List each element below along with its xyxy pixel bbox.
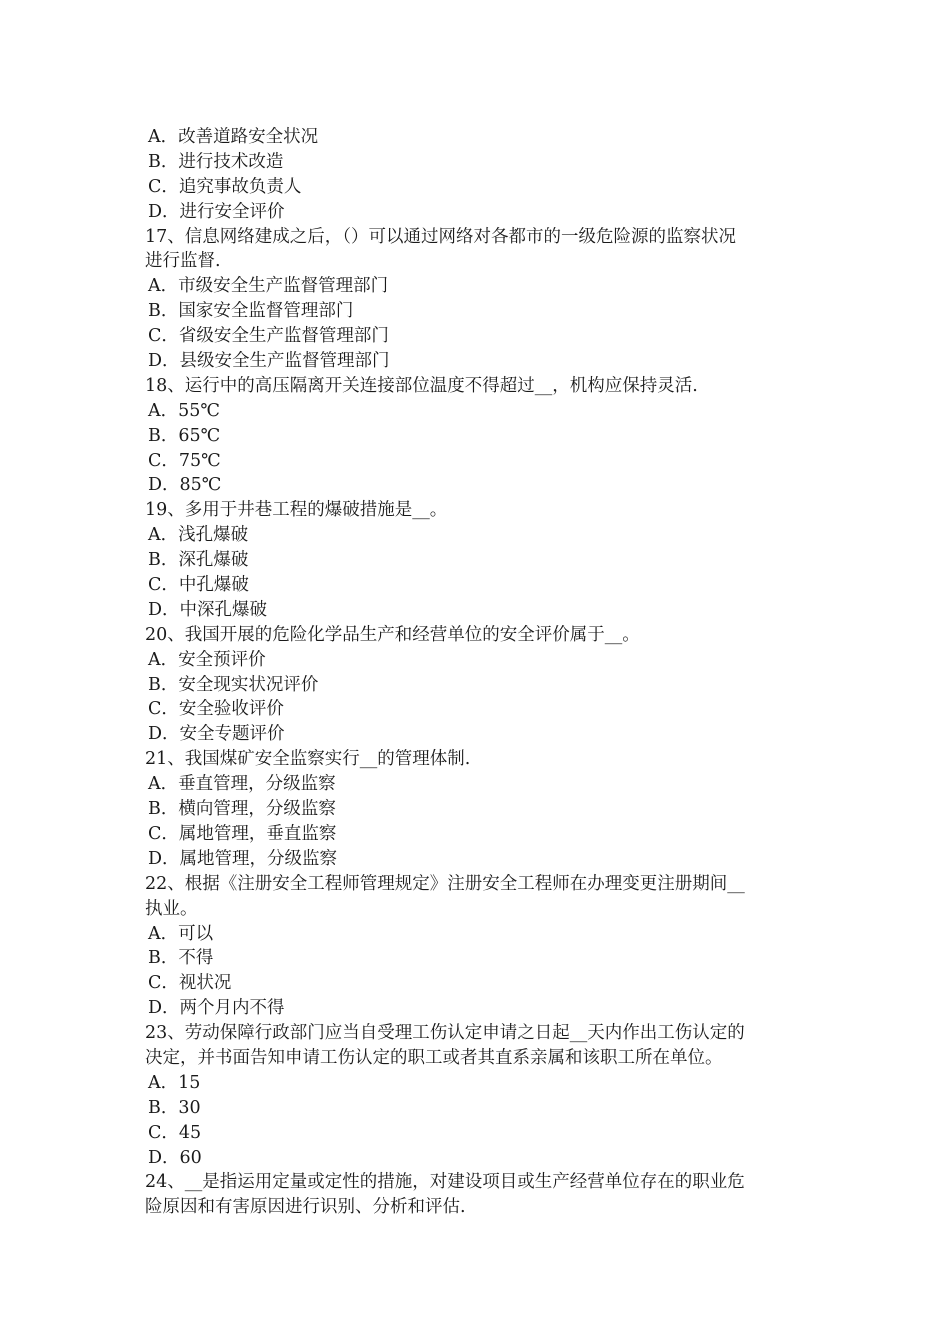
answer-option: D．进行安全评价 bbox=[148, 201, 285, 222]
question-text: 进行监督. bbox=[145, 251, 221, 272]
answer-option: B．不得 bbox=[148, 948, 214, 969]
question-text: 险原因和有害原因进行识别、分析和评估. bbox=[145, 1197, 466, 1218]
answer-option: A．垂直管理，分级监察 bbox=[148, 774, 336, 795]
answer-option: C．省级安全生产监督管理部门 bbox=[148, 326, 389, 347]
answer-option: C．属地管理，垂直监察 bbox=[148, 823, 337, 844]
answer-option: D．85℃ bbox=[148, 475, 222, 496]
question-text: 17、信息网络建成之后，（）可以通过网络对各都市的一级危险源的监察状况 bbox=[145, 226, 737, 247]
question-text: 21、我国煤矿安全监察实行__的管理体制. bbox=[145, 749, 471, 770]
question-text: 决定，并书面告知申请工伤认定的职工或者其直系亲属和该职工所在单位。 bbox=[145, 1047, 723, 1068]
answer-option: A．15 bbox=[148, 1072, 201, 1093]
answer-option: A．55℃ bbox=[148, 400, 220, 421]
answer-option: D．中深孔爆破 bbox=[148, 599, 268, 620]
answer-option: B．深孔爆破 bbox=[148, 550, 249, 571]
answer-option: A．浅孔爆破 bbox=[148, 525, 249, 546]
answer-option: C．75℃ bbox=[148, 450, 221, 471]
answer-option: A．改善道路安全状况 bbox=[148, 127, 319, 147]
question-text: 19、多用于井巷工程的爆破措施是__。 bbox=[145, 500, 448, 521]
document-body bbox=[145, 125, 810, 1220]
answer-option: A．可以 bbox=[148, 923, 214, 944]
answer-option: A．安全预评价 bbox=[148, 649, 266, 670]
question-text: 18、运行中的高压隔离开关连接部位温度不得超过__，机构应保持灵活. bbox=[145, 375, 698, 396]
answer-option: C．中孔爆破 bbox=[148, 575, 249, 596]
answer-option: C．视状况 bbox=[148, 973, 232, 994]
question-text: 22、根据《注册安全工程师管理规定》注册安全工程师在办理变更注册期间__ bbox=[145, 873, 745, 894]
answer-option: B．横向管理，分级监察 bbox=[148, 799, 336, 820]
answer-option: D．属地管理，分级监察 bbox=[148, 848, 338, 869]
answer-option: B．安全现实状况评价 bbox=[148, 674, 319, 695]
answer-option: C．追究事故负责人 bbox=[148, 176, 302, 197]
question-text: 24、__是指运用定量或定性的措施，对建设项目或生产经营单位存在的职业危 bbox=[145, 1172, 745, 1193]
answer-option: B．30 bbox=[148, 1097, 201, 1118]
answer-option: A．市级安全生产监督管理部门 bbox=[148, 276, 389, 297]
answer-option: C．安全验收评价 bbox=[148, 699, 284, 720]
answer-option: B．65℃ bbox=[148, 425, 221, 446]
answer-option: D．安全专题评价 bbox=[148, 724, 285, 745]
question-text: 执业。 bbox=[145, 898, 198, 919]
answer-option: B．进行技术改造 bbox=[148, 151, 284, 172]
question-text: 23、劳动保障行政部门应当自受理工伤认定申请之日起__天内作出工伤认定的 bbox=[145, 1023, 745, 1044]
answer-option: D．两个月内不得 bbox=[148, 998, 285, 1019]
answer-option: C．45 bbox=[148, 1122, 202, 1143]
answer-option: D．县级安全生产监督管理部门 bbox=[148, 351, 390, 372]
answer-option: B．国家安全监督管理部门 bbox=[148, 301, 354, 322]
question-text: 20、我国开展的危险化学品生产和经营单位的安全评价属于__。 bbox=[145, 624, 640, 645]
answer-option: D．60 bbox=[148, 1147, 202, 1168]
